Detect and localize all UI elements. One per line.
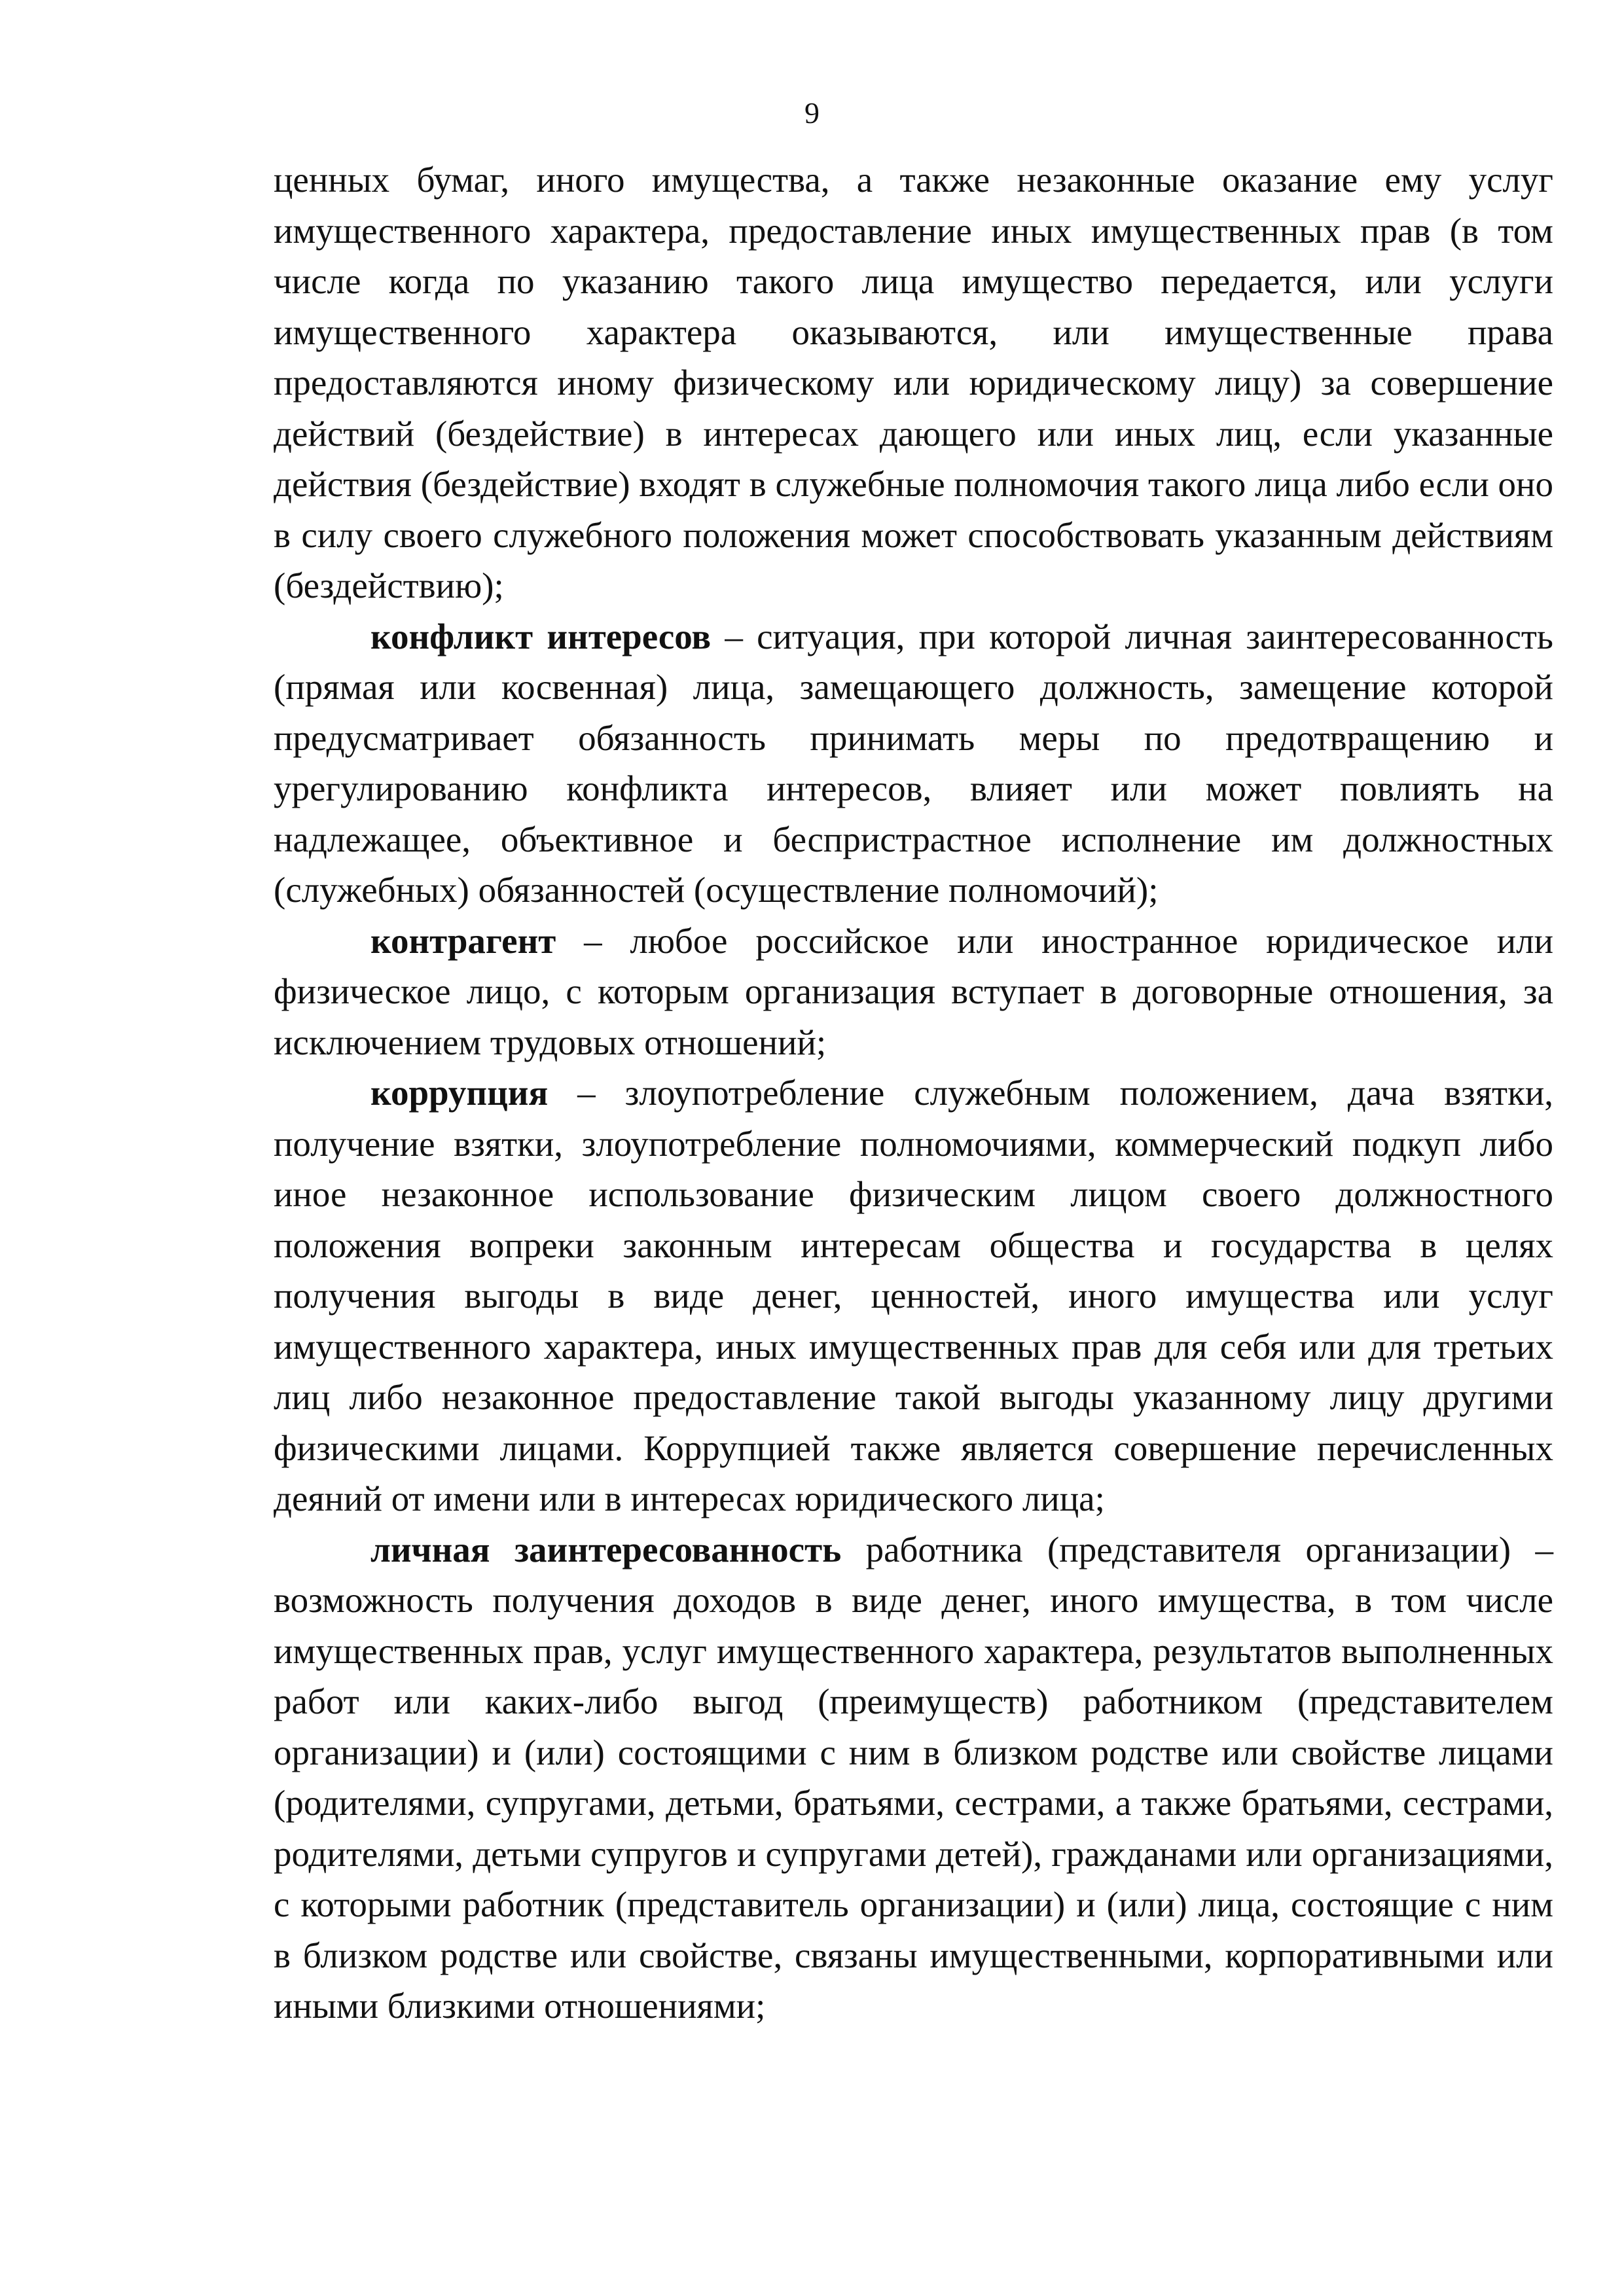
page-number: 9 xyxy=(804,96,820,130)
paragraph-bribe-continuation xyxy=(274,154,1553,611)
paragraph-corruption xyxy=(274,1067,1553,1524)
paragraph-text: работника (представителя организации) – возможность получения доходов в виде денег, иного имущества, в том числе имущественных прав, услуг имущественного характера, результатов выполненных работ или каких-либо выгод (преимуществ) работником (представителем организации) и (или) состоящими с ним в близком родстве или свойстве лицами (родителями, супругами, детьми, братьями, сестрами, а также братьями, сестрами, родителями, детьми супругов и супругами детей), гражданами или организациями, с которыми работник (представитель организации) и (или) лица, состоящие с ним в близком родстве или свойстве, связаны имущественными, корпоративными или иными близкими отношениями; xyxy=(274,1529,1553,2026)
paragraph-text: ценных бумаг, иного имущества, а также незаконные оказание ему услуг имущественного характера, предоставление иных имущественных прав (в том числе когда по указанию такого лица имущество передается, или услуги имущественного характера оказываются, или имущественные права предоставляются иному физическому или юридическому лицу) за совершение действий (бездействие) в интересах дающего или иных лиц, если указанные действия (бездействие) входят в служебные полномочия такого лица либо если оно в силу своего служебного положения может способствовать указанным действиям (бездействию); xyxy=(274,160,1553,605)
paragraph-counterparty xyxy=(274,916,1553,1068)
term-personal-interest: личная заинтересованность xyxy=(370,1529,842,1570)
paragraph-text: – ситуация, при которой личная заинтересованность (прямая или косвенная) лица, замещающего должность, замещение которой предусматривает обязанность принимать меры по предотвращению и урегулированию конфликта интересов, влияет или может повлиять на надлежащее, объективное и беспристрастное исполнение им должностных (служебных) обязанностей (осуществление полномочий); xyxy=(274,616,1553,910)
paragraph-personal-interest xyxy=(274,1524,1553,2032)
document-body xyxy=(274,154,1553,2032)
paragraph-text: – злоупотребление служебным положением, дача взятки, получение взятки, злоупотребление полномочиями, коммерческий подкуп либо иное незаконное использование физическим лицом своего должностного положения вопреки законным интересам общества и государства в целях получения выгоды в виде денег, ценностей, иного имущества или услуг имущественного характера, иных имущественных прав для себя или для третьих лиц либо незаконное предоставление такой выгоды указанному лицу другими физическими лицами. Коррупцией также является совершение перечисленных деяний от имени или в интересах юридического лица; xyxy=(274,1073,1553,1518)
paragraph-conflict-of-interest xyxy=(274,611,1553,916)
term-conflict-of-interest: конфликт интересов xyxy=(370,616,712,656)
term-counterparty: контрагент xyxy=(370,920,556,961)
term-corruption: коррупция xyxy=(370,1073,549,1113)
paragraph-text: – любое российское или иностранное юридическое или физическое лицо, с которым организация вступает в договорные отношения, за исключением трудовых отношений; xyxy=(274,920,1553,1062)
